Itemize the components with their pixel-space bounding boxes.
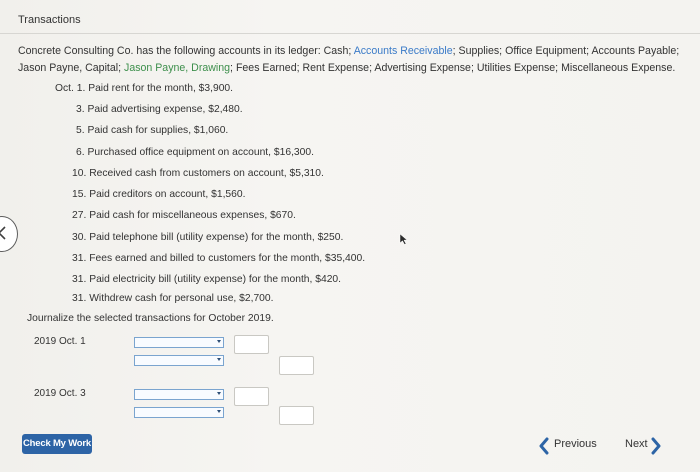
account-name: Miscellaneous Expense	[561, 62, 673, 74]
chevron-left-icon[interactable]	[539, 437, 549, 455]
transaction-item	[76, 147, 314, 158]
instruction-text: Journalize the selected transactions for October 2019.	[27, 313, 274, 324]
problem-intro	[18, 43, 683, 77]
transaction-date: 5.	[76, 125, 85, 136]
account-name: Jason Payne, Capital	[18, 62, 119, 74]
transaction-item	[72, 274, 341, 285]
chevron-left-icon	[0, 226, 6, 240]
mouse-cursor-icon	[399, 233, 408, 245]
transaction-item	[55, 83, 233, 94]
intro-lead: Concrete Consulting Co. has the following accounts in its ledger:	[18, 45, 321, 57]
transaction-text: Paid advertising expense, $2,480.	[87, 104, 243, 115]
credit-input[interactable]	[279, 406, 314, 425]
transaction-item	[72, 168, 324, 179]
chevron-right-icon[interactable]	[651, 437, 661, 455]
account-dropdown[interactable]	[134, 407, 224, 418]
account-name: Supplies	[458, 45, 500, 57]
transaction-date: 31.	[72, 274, 87, 285]
previous-button[interactable]: Previous	[554, 438, 597, 450]
transaction-item	[72, 253, 365, 264]
transaction-item	[72, 232, 343, 243]
dropdown-arrow-icon	[217, 392, 221, 395]
transaction-text: Paid cash for miscellaneous expenses, $670.	[89, 210, 296, 221]
divider	[0, 33, 700, 34]
transaction-text: Paid rent for the month, $3,900.	[88, 83, 234, 94]
transaction-date: 3.	[76, 104, 85, 115]
journal-entry-date: 2019 Oct. 3	[34, 388, 86, 399]
transaction-item	[72, 210, 296, 221]
credit-input[interactable]	[279, 356, 314, 375]
account-name[interactable]: Jason Payne, Drawing	[124, 62, 231, 74]
account-dropdown[interactable]	[134, 355, 224, 366]
transaction-text: Paid cash for supplies, $1,060.	[87, 125, 229, 136]
transaction-date: 10.	[72, 168, 87, 179]
transaction-date: Oct. 1.	[55, 83, 86, 94]
transaction-text: Purchased office equipment on account, $16,300.	[87, 147, 314, 158]
transaction-text: Paid creditors on account, $1,560.	[89, 189, 246, 200]
account-name: Utilities Expense	[476, 62, 556, 74]
check-my-work-button[interactable]: Check My Work	[22, 434, 92, 454]
transaction-item	[76, 125, 228, 136]
account-name: Fees Earned	[235, 62, 297, 74]
account-name: Advertising Expense	[374, 62, 471, 74]
dropdown-arrow-icon	[217, 358, 221, 361]
account-dropdown[interactable]	[134, 337, 224, 348]
account-name: Accounts Payable	[591, 45, 677, 57]
next-button[interactable]: Next	[625, 438, 648, 450]
account-name[interactable]: Accounts Receivable	[353, 45, 453, 57]
collapse-panel-button[interactable]	[0, 216, 18, 252]
section-title: Transactions	[18, 14, 81, 26]
transaction-date: 27.	[72, 210, 87, 221]
transaction-item	[72, 293, 274, 304]
transaction-date: 6.	[76, 147, 85, 158]
transaction-date: 30.	[72, 232, 87, 243]
account-name: Rent Expense	[302, 62, 370, 74]
journal-entry-date: 2019 Oct. 1	[34, 336, 86, 347]
dropdown-arrow-icon	[217, 410, 221, 413]
debit-input[interactable]	[234, 387, 269, 406]
account-dropdown[interactable]	[134, 389, 224, 400]
debit-input[interactable]	[234, 335, 269, 354]
transaction-item	[76, 104, 243, 115]
account-name: Cash	[323, 45, 349, 57]
transaction-text: Received cash from customers on account, $5,310.	[89, 168, 324, 179]
account-name: Office Equipment	[505, 45, 587, 57]
transaction-date: 31.	[72, 253, 87, 264]
transaction-text: Withdrew cash for personal use, $2,700.	[89, 293, 274, 304]
dropdown-arrow-icon	[217, 340, 221, 343]
transaction-text: Paid telephone bill (utility expense) for the month, $250.	[89, 232, 344, 243]
transaction-date: 15.	[72, 189, 87, 200]
transaction-text: Fees earned and billed to customers for the month, $35,400.	[89, 253, 366, 264]
transaction-date: 31.	[72, 293, 87, 304]
transaction-text: Paid electricity bill (utility expense) for the month, $420.	[89, 274, 342, 285]
account-list: Cash; Accounts Receivable; Supplies; Office Equipment; Accounts Payable; Jason Payne, Capital; Jason Payne, Drawing; Fees Earned; Rent Expense; Advertising Expense; Utilities Expense; Miscellaneous Expense.	[18, 45, 680, 74]
transaction-item	[72, 189, 245, 200]
